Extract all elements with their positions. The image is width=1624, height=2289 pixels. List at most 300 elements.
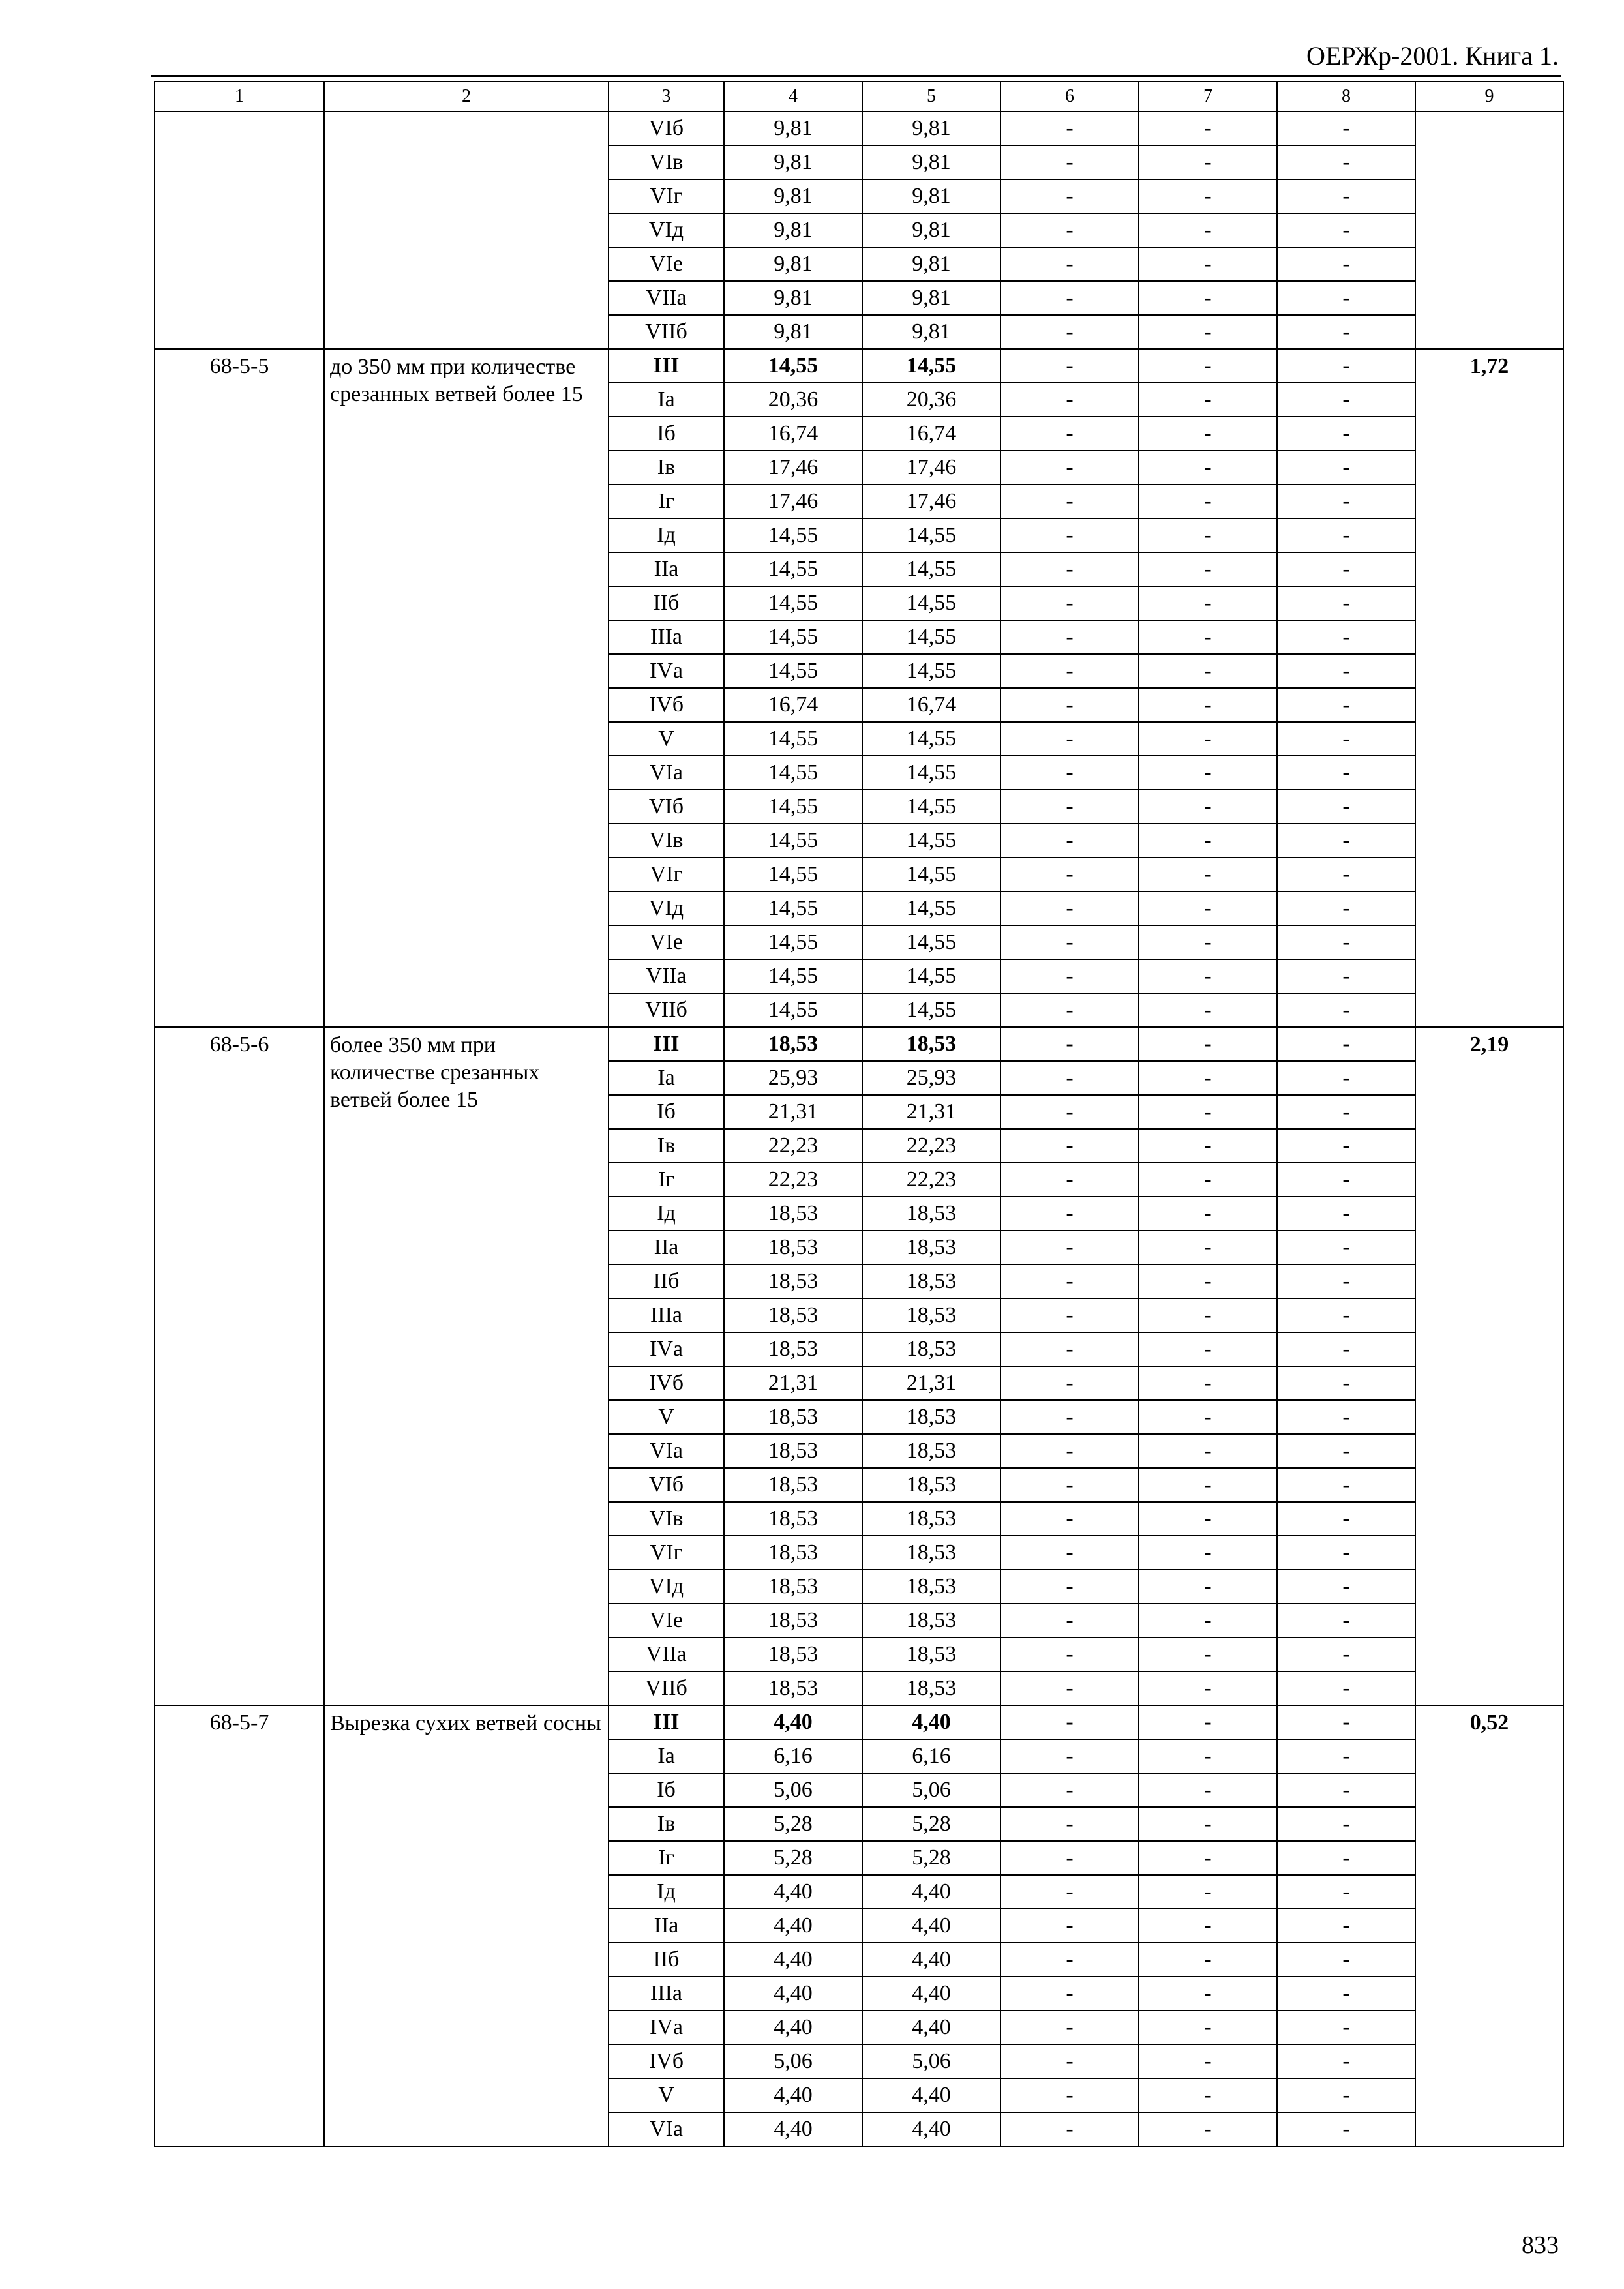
table-cell: -: [1277, 1909, 1415, 1943]
header-title: ОЕРЖр-2001. Книга 1.: [1306, 41, 1559, 70]
table-cell: -: [1139, 1298, 1277, 1332]
table-cell: -: [1277, 247, 1415, 281]
table-cell: 14,55: [724, 858, 862, 891]
table-cell: 14,55: [862, 790, 1000, 824]
table-cell: 21,31: [724, 1095, 862, 1129]
table-cell: 18,53: [724, 1332, 862, 1366]
table-cell: VIе: [609, 925, 724, 959]
table-cell: -: [1277, 1231, 1415, 1264]
table-cell: -: [1000, 1570, 1139, 1604]
table-cell: -: [1277, 925, 1415, 959]
table-cell: -: [1139, 790, 1277, 824]
table-cell: 22,23: [862, 1129, 1000, 1163]
table-cell: 18,53: [724, 1502, 862, 1536]
table-cell: 14,55: [862, 586, 1000, 620]
table-cell: 18,53: [724, 1604, 862, 1638]
table-cell: VIа: [609, 1434, 724, 1468]
column-number: 3: [609, 82, 724, 112]
table-cell: IIIа: [609, 1298, 724, 1332]
table-cell: -: [1277, 1705, 1415, 1739]
table-cell: 14,55: [724, 790, 862, 824]
column-number: 8: [1277, 82, 1415, 112]
table-cell: -: [1277, 2112, 1415, 2146]
table-cell: -: [1277, 1163, 1415, 1197]
table-cell: -: [1000, 1807, 1139, 1841]
table-cell: -: [1000, 247, 1139, 281]
table-cell: -: [1000, 417, 1139, 451]
table-cell: 14,55: [862, 891, 1000, 925]
table-cell: -: [1000, 179, 1139, 213]
table-cell: -: [1277, 790, 1415, 824]
table-cell: 18,53: [862, 1671, 1000, 1705]
table-cell: -: [1277, 2044, 1415, 2078]
table-cell: 18,53: [862, 1197, 1000, 1231]
table-cell: -: [1139, 145, 1277, 179]
table-cell: -: [1000, 858, 1139, 891]
table-cell: 14,55: [724, 925, 862, 959]
table-cell: 14,55: [862, 722, 1000, 756]
table-cell: -: [1139, 1570, 1277, 1604]
rate-description: [324, 112, 609, 349]
table-cell: 4,40: [724, 1909, 862, 1943]
table-cell: -: [1139, 451, 1277, 485]
table-cell: -: [1000, 1366, 1139, 1400]
table-cell: V: [609, 2078, 724, 2112]
table-cell: VIа: [609, 2112, 724, 2146]
table-cell: 5,28: [862, 1841, 1000, 1875]
table-cell: 18,53: [862, 1332, 1000, 1366]
table-cell: -: [1139, 1061, 1277, 1095]
table-cell: -: [1000, 891, 1139, 925]
table-cell: VIа: [609, 756, 724, 790]
table-cell: 14,55: [862, 925, 1000, 959]
table-cell: -: [1139, 858, 1277, 891]
table-cell: 18,53: [862, 1027, 1000, 1061]
rate-code: 68-5-6: [155, 1027, 324, 1705]
table-cell: 14,55: [724, 993, 862, 1027]
table-cell: -: [1000, 112, 1139, 145]
table-cell: -: [1000, 485, 1139, 518]
table-cell: -: [1000, 349, 1139, 383]
table-cell: 17,46: [724, 485, 862, 518]
table-cell: -: [1277, 2011, 1415, 2044]
table-cell: VIIа: [609, 281, 724, 315]
table-cell: 14,55: [724, 586, 862, 620]
table-cell: 9,81: [862, 145, 1000, 179]
table-cell: -: [1000, 1027, 1139, 1061]
table-cell: V: [609, 722, 724, 756]
table-cell: 14,55: [862, 993, 1000, 1027]
table-cell: 4,40: [862, 1977, 1000, 2011]
table-cell: 18,53: [862, 1536, 1000, 1570]
table-cell: -: [1139, 1264, 1277, 1298]
table-cell: 18,53: [862, 1502, 1000, 1536]
table-cell: Iд: [609, 1197, 724, 1231]
table-cell: -: [1277, 1264, 1415, 1298]
column-number: 1: [155, 82, 324, 112]
table-cell: 9,81: [862, 112, 1000, 145]
table-cell: Iа: [609, 383, 724, 417]
table-cell: VIг: [609, 1536, 724, 1570]
table-cell: IIа: [609, 552, 724, 586]
table-cell: -: [1277, 1027, 1415, 1061]
table-cell: -: [1000, 1671, 1139, 1705]
table-cell: Iа: [609, 1739, 724, 1773]
table-cell: -: [1139, 112, 1277, 145]
table-cell: -: [1000, 1536, 1139, 1570]
table-cell: -: [1139, 281, 1277, 315]
table-cell: -: [1000, 383, 1139, 417]
table-cell: VIIб: [609, 315, 724, 349]
table-cell: 18,53: [724, 1671, 862, 1705]
table-cell: 22,23: [724, 1163, 862, 1197]
table-cell: VIIа: [609, 959, 724, 993]
column-number: 6: [1000, 82, 1139, 112]
table-cell: 18,53: [724, 1298, 862, 1332]
column-number-row: [155, 82, 1563, 112]
table-cell: III: [609, 1705, 724, 1739]
table-cell: 20,36: [862, 383, 1000, 417]
table-cell: -: [1000, 1739, 1139, 1773]
table-cell: -: [1000, 213, 1139, 247]
table-cell: -: [1139, 1502, 1277, 1536]
table-cell: -: [1000, 1264, 1139, 1298]
table-cell: -: [1000, 1705, 1139, 1739]
table-cell: 9,81: [724, 281, 862, 315]
table-cell: -: [1277, 586, 1415, 620]
table-cell: IIб: [609, 1264, 724, 1298]
table-cell: -: [1000, 1502, 1139, 1536]
table-cell: -: [1000, 654, 1139, 688]
table-cell: 4,40: [862, 2112, 1000, 2146]
table-cell: -: [1277, 993, 1415, 1027]
table-cell: 14,55: [862, 349, 1000, 383]
table-cell: -: [1000, 620, 1139, 654]
table-cell: IIб: [609, 1943, 724, 1977]
table-cell: -: [1139, 586, 1277, 620]
table-cell: IVа: [609, 2011, 724, 2044]
table-cell: 4,40: [862, 1705, 1000, 1739]
table-cell: -: [1139, 2011, 1277, 2044]
table-cell: Iв: [609, 1129, 724, 1163]
table-cell: -: [1139, 1536, 1277, 1570]
table-cell: -: [1139, 349, 1277, 383]
table-cell: 17,46: [862, 485, 1000, 518]
table-cell: -: [1000, 1400, 1139, 1434]
table-cell: -: [1277, 1570, 1415, 1604]
table-cell: -: [1139, 1400, 1277, 1434]
table-cell: 4,40: [862, 2011, 1000, 2044]
table-cell: -: [1277, 1298, 1415, 1332]
table-cell: 18,53: [724, 1638, 862, 1671]
table-cell: -: [1277, 620, 1415, 654]
table-cell: -: [1277, 383, 1415, 417]
table-cell: -: [1000, 451, 1139, 485]
table-cell: -: [1277, 1977, 1415, 2011]
table-cell: 14,55: [862, 518, 1000, 552]
table-cell: -: [1277, 858, 1415, 891]
table-cell: -: [1277, 1841, 1415, 1875]
table-cell: -: [1277, 1536, 1415, 1570]
table-row: [155, 1027, 1563, 1061]
table-cell: -: [1277, 2078, 1415, 2112]
table-cell: -: [1000, 315, 1139, 349]
table-cell: V: [609, 1400, 724, 1434]
table-cell: 9,81: [862, 281, 1000, 315]
table-cell: -: [1000, 1332, 1139, 1366]
table-cell: 4,40: [724, 2011, 862, 2044]
table-cell: -: [1139, 2112, 1277, 2146]
table-cell: 18,53: [862, 1298, 1000, 1332]
table-cell: 25,93: [862, 1061, 1000, 1095]
table-cell: -: [1277, 1773, 1415, 1807]
table-cell: 9,81: [862, 179, 1000, 213]
table-cell: VIб: [609, 1468, 724, 1502]
table-cell: -: [1277, 722, 1415, 756]
table-cell: -: [1139, 1638, 1277, 1671]
table-cell: -: [1139, 247, 1277, 281]
table-cell: -: [1000, 688, 1139, 722]
table-cell: -: [1139, 1909, 1277, 1943]
table-cell: -: [1277, 1332, 1415, 1366]
table-cell: -: [1139, 1773, 1277, 1807]
table-cell: -: [1139, 417, 1277, 451]
table-cell: 18,53: [724, 1468, 862, 1502]
table-cell: IVа: [609, 1332, 724, 1366]
table-cell: 14,55: [724, 349, 862, 383]
table-cell: VIв: [609, 145, 724, 179]
table-cell: 16,74: [724, 417, 862, 451]
column-number: 7: [1139, 82, 1277, 112]
table-cell: IVб: [609, 688, 724, 722]
table-cell: -: [1000, 959, 1139, 993]
table-cell: -: [1000, 2044, 1139, 2078]
table-cell: -: [1000, 586, 1139, 620]
table-body: [155, 82, 1563, 2146]
table-cell: -: [1139, 891, 1277, 925]
table-cell: 4,40: [724, 1705, 862, 1739]
table-cell: 14,55: [862, 824, 1000, 858]
table-cell: -: [1277, 1468, 1415, 1502]
table-cell: IIIа: [609, 620, 724, 654]
table-cell: 18,53: [724, 1536, 862, 1570]
table-cell: 4,40: [862, 1875, 1000, 1909]
table-cell: 17,46: [724, 451, 862, 485]
table-cell: -: [1277, 756, 1415, 790]
table-cell: -: [1139, 688, 1277, 722]
table-cell: -: [1139, 654, 1277, 688]
table-cell: 4,40: [724, 1943, 862, 1977]
table-cell: 4,40: [724, 2078, 862, 2112]
page-number: 833: [1522, 2232, 1559, 2259]
table-cell: -: [1277, 959, 1415, 993]
table-cell: VIд: [609, 213, 724, 247]
table-cell: -: [1139, 1875, 1277, 1909]
table-cell: -: [1277, 1638, 1415, 1671]
table-cell: -: [1277, 552, 1415, 586]
table-cell: -: [1139, 1841, 1277, 1875]
table-cell: Iб: [609, 417, 724, 451]
table-cell: 14,55: [862, 756, 1000, 790]
table-cell: -: [1277, 1400, 1415, 1434]
table-cell: -: [1139, 1434, 1277, 1468]
rate-description: более 350 мм при количестве срезанных ветвей более 15: [324, 1027, 609, 1705]
table-cell: 22,23: [724, 1129, 862, 1163]
table-cell: -: [1139, 959, 1277, 993]
table-cell: -: [1277, 654, 1415, 688]
column-number: 2: [324, 82, 609, 112]
table-cell: 18,53: [862, 1231, 1000, 1264]
table-cell: -: [1139, 1739, 1277, 1773]
rate-code: 68-5-5: [155, 349, 324, 1027]
table-cell: Iд: [609, 518, 724, 552]
table-cell: -: [1139, 824, 1277, 858]
table-cell: VIг: [609, 179, 724, 213]
table-cell: -: [1000, 1468, 1139, 1502]
header-rule: [151, 75, 1561, 77]
table-cell: VIе: [609, 1604, 724, 1638]
table-cell: 4,40: [724, 2112, 862, 2146]
table-cell: 25,93: [724, 1061, 862, 1095]
table-cell: 18,53: [724, 1027, 862, 1061]
table-cell: -: [1000, 1604, 1139, 1638]
table-cell: III: [609, 349, 724, 383]
table-cell: -: [1277, 281, 1415, 315]
table-cell: -: [1139, 756, 1277, 790]
table-cell: VIб: [609, 790, 724, 824]
table-cell: IVб: [609, 2044, 724, 2078]
table-cell: 14,55: [862, 654, 1000, 688]
table-cell: 21,31: [724, 1366, 862, 1400]
table-cell: VIIб: [609, 1671, 724, 1705]
rate-col9: [1415, 112, 1563, 349]
table-cell: 18,53: [724, 1400, 862, 1434]
table-cell: -: [1000, 1875, 1139, 1909]
table-cell: Iг: [609, 485, 724, 518]
table-cell: -: [1000, 1129, 1139, 1163]
table-cell: -: [1139, 1705, 1277, 1739]
table-cell: -: [1139, 1468, 1277, 1502]
table-cell: Iа: [609, 1061, 724, 1095]
table-cell: -: [1139, 518, 1277, 552]
table-cell: 18,53: [862, 1570, 1000, 1604]
table-cell: 5,06: [724, 1773, 862, 1807]
table-cell: -: [1139, 2078, 1277, 2112]
table-cell: -: [1139, 1095, 1277, 1129]
table-cell: IIб: [609, 586, 724, 620]
rate-description: Вырезка сухих ветвей сосны: [324, 1705, 609, 2146]
table-cell: 14,55: [724, 620, 862, 654]
table-cell: Iб: [609, 1773, 724, 1807]
table-cell: -: [1000, 145, 1139, 179]
table-cell: 18,53: [724, 1264, 862, 1298]
table-cell: -: [1139, 1027, 1277, 1061]
table-cell: -: [1277, 485, 1415, 518]
table-cell: -: [1000, 722, 1139, 756]
table-cell: 18,53: [862, 1400, 1000, 1434]
table-cell: -: [1277, 451, 1415, 485]
table-cell: -: [1000, 1298, 1139, 1332]
table-cell: -: [1000, 1163, 1139, 1197]
table-row: [155, 1705, 1563, 1739]
rate-col9: 0,52: [1415, 1705, 1563, 2146]
table-cell: -: [1000, 2011, 1139, 2044]
table-cell: 14,55: [724, 891, 862, 925]
table-cell: -: [1000, 518, 1139, 552]
table-cell: 14,55: [724, 756, 862, 790]
table-cell: -: [1139, 1231, 1277, 1264]
table-cell: Iг: [609, 1163, 724, 1197]
table-cell: -: [1000, 1943, 1139, 1977]
table-cell: -: [1139, 925, 1277, 959]
table-cell: VIе: [609, 247, 724, 281]
table-cell: Iв: [609, 1807, 724, 1841]
table-cell: -: [1139, 993, 1277, 1027]
table-cell: -: [1000, 1773, 1139, 1807]
table-cell: -: [1000, 552, 1139, 586]
table-cell: -: [1000, 1841, 1139, 1875]
table-cell: IIа: [609, 1231, 724, 1264]
rate-description: до 350 мм при количестве срезанных ветвей более 15: [324, 349, 609, 1027]
table-cell: -: [1139, 383, 1277, 417]
table-cell: -: [1000, 281, 1139, 315]
table-cell: -: [1139, 1129, 1277, 1163]
table-cell: -: [1277, 1095, 1415, 1129]
column-number: 5: [862, 82, 1000, 112]
table-cell: -: [1139, 1197, 1277, 1231]
table-cell: -: [1139, 1807, 1277, 1841]
table-cell: -: [1277, 891, 1415, 925]
table-cell: -: [1000, 1638, 1139, 1671]
table-cell: -: [1000, 1095, 1139, 1129]
table-cell: 16,74: [724, 688, 862, 722]
table-cell: 17,46: [862, 451, 1000, 485]
table-cell: -: [1000, 2112, 1139, 2146]
table-cell: Iв: [609, 451, 724, 485]
table-cell: -: [1277, 1943, 1415, 1977]
table-cell: 6,16: [862, 1739, 1000, 1773]
table-cell: VIIа: [609, 1638, 724, 1671]
table-cell: 9,81: [862, 247, 1000, 281]
table-cell: 18,53: [724, 1231, 862, 1264]
table-cell: -: [1139, 213, 1277, 247]
table-cell: -: [1139, 1366, 1277, 1400]
table-cell: -: [1277, 1502, 1415, 1536]
table-row: [155, 349, 1563, 383]
table-cell: 16,74: [862, 417, 1000, 451]
table-cell: 18,53: [862, 1468, 1000, 1502]
rate-col9: 1,72: [1415, 349, 1563, 1027]
table-cell: -: [1000, 1977, 1139, 2011]
table-cell: 6,16: [724, 1739, 862, 1773]
table-cell: 20,36: [724, 383, 862, 417]
table-cell: -: [1000, 925, 1139, 959]
table-cell: 9,81: [724, 213, 862, 247]
table-cell: 9,81: [724, 315, 862, 349]
table-cell: VIг: [609, 858, 724, 891]
rates-table: [154, 81, 1564, 2147]
table-cell: -: [1000, 1434, 1139, 1468]
table-cell: 14,55: [862, 552, 1000, 586]
table-cell: 14,55: [724, 824, 862, 858]
table-cell: -: [1277, 349, 1415, 383]
table-cell: -: [1277, 1875, 1415, 1909]
rate-code: [155, 112, 324, 349]
table-cell: 9,81: [724, 179, 862, 213]
table-cell: 4,40: [724, 1977, 862, 2011]
column-number: 9: [1415, 82, 1563, 112]
rate-code: 68-5-7: [155, 1705, 324, 2146]
